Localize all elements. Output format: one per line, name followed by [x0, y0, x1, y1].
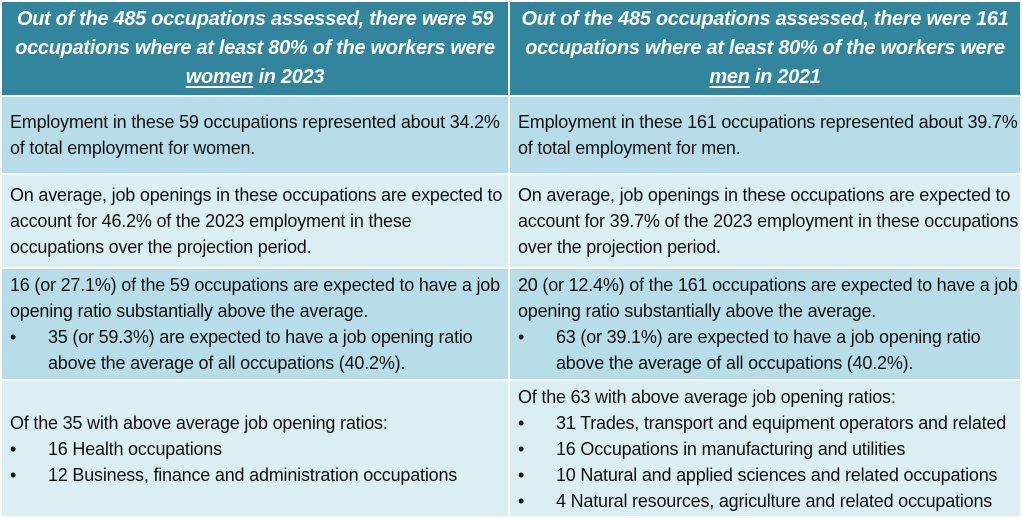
list-item: • 31 Trades, transport and equipment operators and related: [518, 410, 1020, 436]
employment-women: Employment in these 59 occupations represented about 34.2% of total employment for women.: [1, 96, 509, 174]
ratio-women: [1, 268, 509, 380]
header-men-emph: men: [709, 66, 750, 88]
list-item: • 12 Business, finance and administration occupations: [10, 462, 508, 488]
header-women-prefix: Out of the 485 occupations assessed, there were 59 occupations where at least 80% of the workers were: [15, 8, 495, 59]
above-average-men: [509, 380, 1021, 517]
openings-men: On average, job openings in these occupations are expected to account for 39.7% of the 2023 employment in these occupations over the projection period.: [509, 174, 1021, 268]
list-item: • 10 Natural and applied sciences and related occupations: [518, 462, 1020, 488]
ratio-men-text: 20 (or 12.4%) of the 161 occupations are expected to have a job opening ratio substantially above the average.: [518, 275, 1018, 321]
ratio-men: [509, 268, 1021, 380]
ratio-women-text: 16 (or 27.1%) of the 59 occupations are expected to have a job opening ratio substantially above the average.: [10, 275, 500, 321]
ratio-men-list: [518, 324, 1020, 376]
ratio-men-bullet: • 63 (or 39.1%) are expected to have a job opening ratio above the average of all occupations (40.2%).: [518, 324, 1020, 376]
above-average-men-list: [518, 410, 1020, 514]
above-average-women: [1, 380, 509, 517]
header-men-suffix: in 2021: [749, 66, 821, 88]
header-women-emph: women: [185, 66, 254, 88]
header-men: [509, 1, 1021, 96]
openings-women: On average, job openings in these occupations are expected to account for 46.2% of the 2023 employment in these occupations over the projection period.: [1, 174, 509, 268]
ratio-women-bullet: • 35 (or 59.3%) are expected to have a job opening ratio above the average of all occupations (40.2%).: [10, 324, 508, 376]
above-average-men-intro: Of the 63 with above average job opening ratios:: [518, 386, 896, 407]
list-item: • 4 Natural resources, agriculture and related occupations: [518, 488, 1020, 514]
employment-men: Employment in these 161 occupations represented about 39.7% of total employment for men.: [509, 96, 1021, 174]
header-women-suffix: in 2023: [253, 66, 325, 88]
list-item: • 16 Occupations in manufacturing and utilities: [518, 436, 1020, 462]
list-item: • 16 Health occupations: [10, 436, 508, 462]
above-average-women-list: [10, 436, 508, 488]
ratio-women-list: [10, 324, 508, 376]
above-average-women-intro: Of the 35 with above average job opening ratios:: [10, 412, 388, 433]
header-men-prefix: Out of the 485 occupations assessed, there were 161 occupations where at least 80% of the workers were: [521, 8, 1009, 59]
header-women: [1, 1, 509, 96]
